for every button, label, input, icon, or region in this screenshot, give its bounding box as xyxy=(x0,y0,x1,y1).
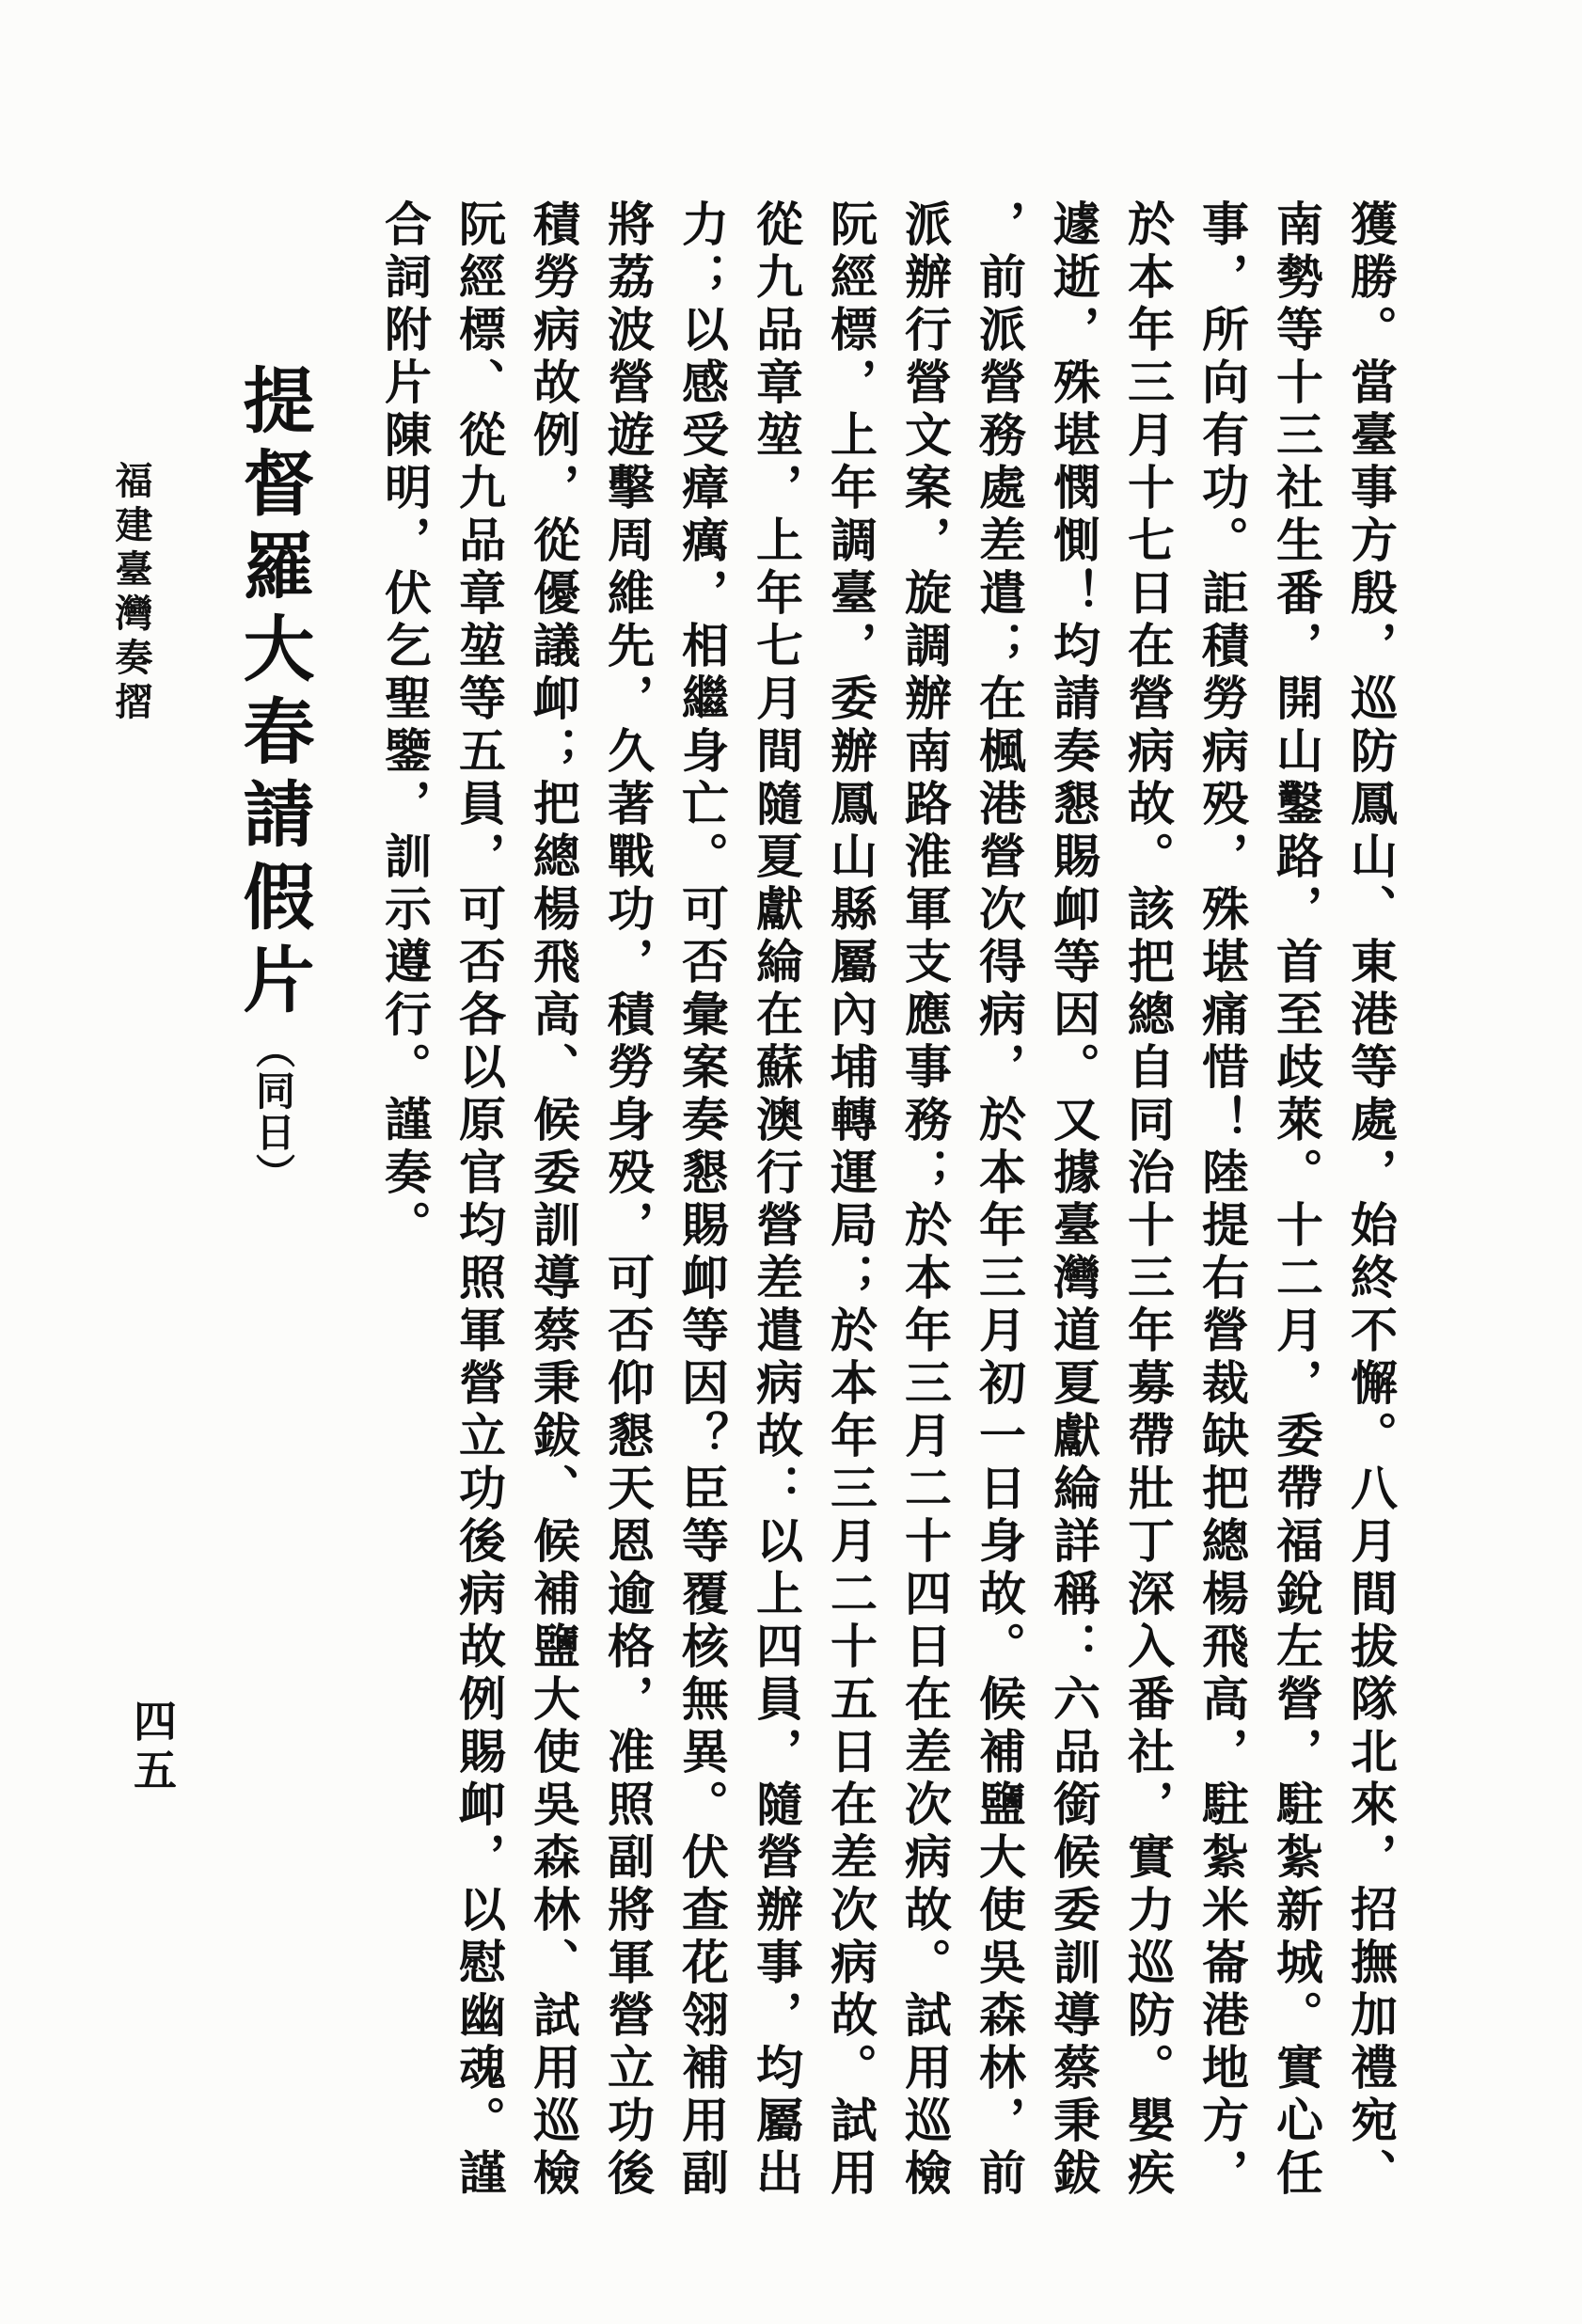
text-column: 將荔波營遊擊周維先，久著戰功，積勞身殁，可否仰懇天恩逾格，准照副將軍營立功後 xyxy=(601,199,654,2201)
text-column: 獲勝。當臺事方殷，巡防鳳山、東港等處，始終不懈。八月間拔隊北來，招撫加禮宛、 xyxy=(1344,199,1397,2201)
text-column: 阮經標，上年調臺，委辦鳳山縣屬內埔轉運局；於本年三月二十五日在差次病故。試用 xyxy=(824,199,877,2201)
text-column: 阮經標、從九品章堃等五員，可否各以原官均照軍營立功後病故例賜卹，以慰幽魂。謹 xyxy=(452,199,505,2201)
text-column: 從九品章堃，上年七月間隨夏獻綸在蘇澳行營差遣病故：以上四員，隨營辦事，均屬出 xyxy=(750,199,802,2201)
piece-title-date-note: （同日） xyxy=(250,1029,293,1194)
text-column: 派辦行營文案，旋調辦南路淮軍支應事務；於本年三月二十四日在差次病故。試用巡檢 xyxy=(898,199,951,2201)
text-column: 於本年三月十七日在營病故。該把總自同治十三年募帶壯丁深入番社，實力巡防。嬰疾 xyxy=(1121,199,1174,2201)
piece-title: 提督羅大春請假片 xyxy=(232,363,311,1025)
text-column: ，前派營務處差遣；在楓港營次得病，於本年三月初一日身故。候補鹽大使吳森林，前 xyxy=(973,199,1025,2201)
memorial-body-text xyxy=(367,199,1407,2221)
running-book-title: 福建臺灣奏摺 xyxy=(110,461,152,726)
piece-title-block xyxy=(221,363,324,1774)
text-column: 合詞附片陳明，伏乞聖鑒，訓示遵行。謹奏。 xyxy=(378,199,431,1253)
folio-page-number: 四五 xyxy=(128,1699,176,1796)
text-column: 遽逝，殊堪憫惻！均請奏懇賜卹等因。又據臺灣道夏獻綸詳稱：六品銜候委訓導蔡秉鈸 xyxy=(1047,199,1099,2201)
text-column: 南勢等十三社生番，開山鑿路，首至歧萊。十二月，委帶福銳左營，駐紮新城。實心任 xyxy=(1270,199,1322,2201)
text-column: 力；以感受瘴癘，相繼身亡。可否彙案奏懇賜卹等因？臣等覆核無異。伏查花翎補用副 xyxy=(675,199,728,2201)
text-column: 事，所向有功。詎積勞病殁，殊堪痛惜！陸提右營裁缺把總楊飛高，駐紮米崙港地方， xyxy=(1195,199,1248,2201)
text-column: 積勞病故例，從優議卹；把總楊飛高、候委訓導蔡秉鈸、候補鹽大使吳森林、試用巡檢 xyxy=(527,199,579,2201)
